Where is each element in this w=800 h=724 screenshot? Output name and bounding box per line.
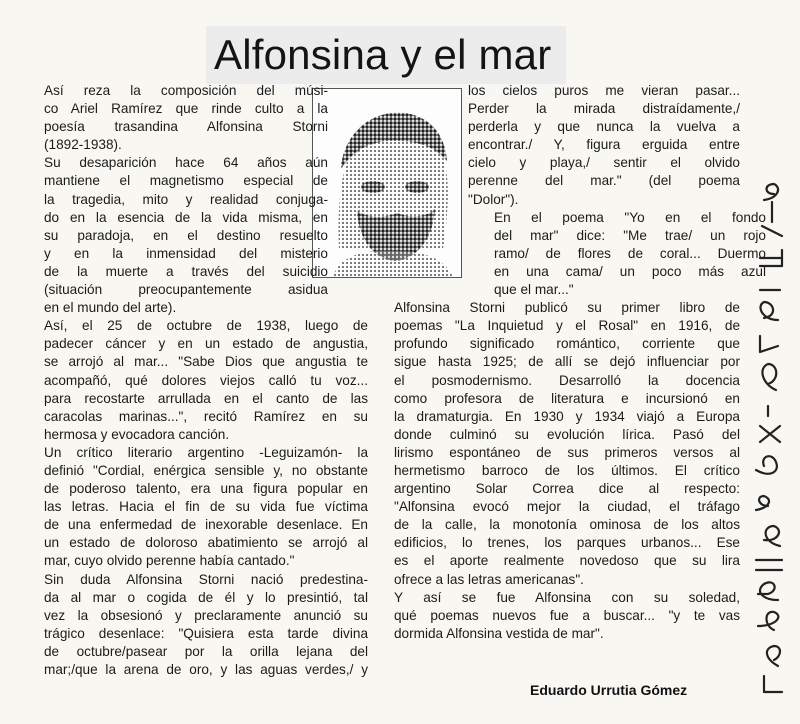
text-line: el posmodernismo. Desarrolló la docencia	[394, 372, 740, 388]
paragraph-1	[18, 82, 328, 154]
paragraph-9	[368, 589, 740, 643]
text-line: su paradoja, en el destino resuelto	[44, 227, 328, 243]
text-line: da al mar o cogida de él y lo presintió, tal	[44, 589, 368, 605]
text-line: (situación preocupantemente asidua	[44, 282, 328, 298]
text-line: de la muerte a través del suicidio	[44, 263, 328, 279]
paragraph-7	[468, 209, 766, 299]
article-title: Alfonsina y el mar	[214, 31, 552, 78]
text-line: para recostarte arrullada en el canto de las	[44, 390, 368, 406]
text-line: mantiene el magnetismo especial de	[44, 173, 328, 189]
text-line: argentino Solar Correa dice al respecto:	[394, 481, 740, 497]
paragraph-8	[368, 299, 740, 589]
text-line: "Alfonsina evocó mejor la ciudad, el tráfago	[394, 499, 740, 515]
text-line: definió "Cordial, enérgica sensible y, no obstante	[44, 462, 368, 478]
text-line: las letras. Hacia el fin de su vida fue víctima	[44, 499, 368, 515]
text-line: acompañó, qué dolores viejos calló tu voz...	[44, 372, 368, 388]
text-line: se arrojó al mar... "Sabe Dios que angustia te	[44, 354, 368, 370]
text-line: edificios, lo trenes, los parques urbanos... Ese	[394, 535, 740, 551]
text-line: en una cama/ un poco más azul	[494, 263, 766, 279]
text-line: de poderoso talento, era una figura popular en	[44, 481, 368, 497]
text-line: co Ariel Ramírez que rinde culto a la	[44, 101, 328, 117]
text-line: (1892-1938).	[44, 137, 122, 153]
text-line: Un crítico literario argentino -Leguizamón- la	[44, 444, 368, 460]
text-line: la dramaturgia. En 1930 y 1934 viajó a Europa	[394, 408, 740, 424]
text-line: mar, cuyo olvido perenne había cantado."	[44, 553, 295, 569]
text-line: Perder la mirada distraídamente,/	[468, 101, 740, 117]
text-line: mar;/que la arena de oro, y las aguas verdes,/ y	[44, 662, 368, 677]
paragraph-5	[18, 571, 368, 680]
text-line: los cielos puros me vieran pasar...	[468, 83, 740, 98]
text-line: lirismo espontáneo de sus primeros versos al	[394, 444, 740, 460]
handwritten-annotation	[734, 180, 794, 700]
text-line: En el poema "Yo en el fondo	[494, 209, 766, 225]
text-line: como profesora de literatura e incursionó en	[394, 390, 740, 406]
text-line: de octubre/pasear por la orilla lejana del	[44, 643, 368, 659]
paragraph-4	[18, 444, 368, 571]
text-line: vez la obsesionó y preclaramente anunció su	[44, 607, 368, 623]
text-line: es el aporte realmente novedoso que su lira	[394, 553, 740, 569]
text-line: ramo/ de flores de coral... Duermo	[494, 245, 766, 261]
column-left	[18, 82, 368, 679]
text-line: del mar" dice: "Me trae/ un rojo	[494, 227, 766, 243]
text-line: que el mar..."	[494, 282, 574, 298]
text-line: Alfonsina Storni publicó su primer libro de	[394, 300, 740, 316]
text-line: Y así se fue Alfonsina con su soledad,	[394, 589, 740, 605]
text-line: caracolas marinas...", recitó Ramírez en su	[44, 408, 368, 424]
text-line: cielo y playa,/ sentir el olvido	[468, 155, 740, 171]
text-line: trágico desenlace: "Quisiera esta tarde divina	[44, 625, 368, 641]
text-line: en el mundo del arte).	[44, 300, 177, 316]
text-line: Así reza la composición del músi-	[44, 83, 328, 98]
paragraph-2	[18, 154, 328, 317]
text-line: encontrar./ Y, figura erguida entre	[468, 137, 740, 153]
text-line: qué poemas nuevos fue a buscar... "y te vas	[394, 607, 740, 623]
text-line: un estado de doloroso abatimiento se arrojó al	[44, 535, 368, 551]
author-signature: Eduardo Urrutia Gómez	[530, 682, 688, 698]
text-line: ofrece a las letras americanas".	[394, 571, 584, 587]
text-line: sigue hasta 1925; de allí se dejó influenciar por	[394, 354, 740, 370]
text-line: poemas "La Inquietud y el Rosal" en 1916, de	[394, 318, 740, 334]
handwriting-scribble	[734, 180, 794, 700]
text-line: donde culminó su evolución lírica. Pasó del	[394, 426, 740, 442]
text-line: Así, el 25 de octubre de 1938, luego de	[44, 318, 368, 334]
text-line: la tragedia, mito y realidad conjuga-	[44, 191, 328, 207]
text-line: hermetismo barroco de los últimos. El crítico	[394, 462, 740, 478]
text-line: de la calle, la monotonía ominosa de los altos	[394, 517, 740, 533]
text-line: de una enfermedad de inexorable desenlace. En	[44, 517, 368, 533]
text-line: y en la inmensidad del misterio	[44, 245, 328, 261]
text-line: Su desaparición hace 64 años aún	[44, 155, 328, 171]
paragraph-6	[468, 82, 740, 209]
column-right	[368, 82, 766, 643]
text-line: padecer cáncer y en un estado de angustia,	[44, 336, 368, 352]
text-line: profundo significado romántico, corriente que	[394, 336, 740, 352]
text-line: Sin duda Alfonsina Storni nació predestina-	[44, 571, 368, 587]
text-line: poesía trasandina Alfonsina Storni	[44, 119, 328, 135]
text-line: perderla y que nunca la vuelva a	[468, 119, 740, 135]
text-line: hermosa y evocadora canción.	[44, 426, 230, 442]
paragraph-3	[18, 317, 368, 444]
text-line: do en la esencia de la vida misma, en	[44, 209, 328, 225]
text-line: dormida Alfonsina vestida de mar".	[394, 625, 604, 641]
text-line: "Dolor").	[468, 191, 519, 207]
text-line: perenne del mar." (del poema	[468, 173, 740, 189]
